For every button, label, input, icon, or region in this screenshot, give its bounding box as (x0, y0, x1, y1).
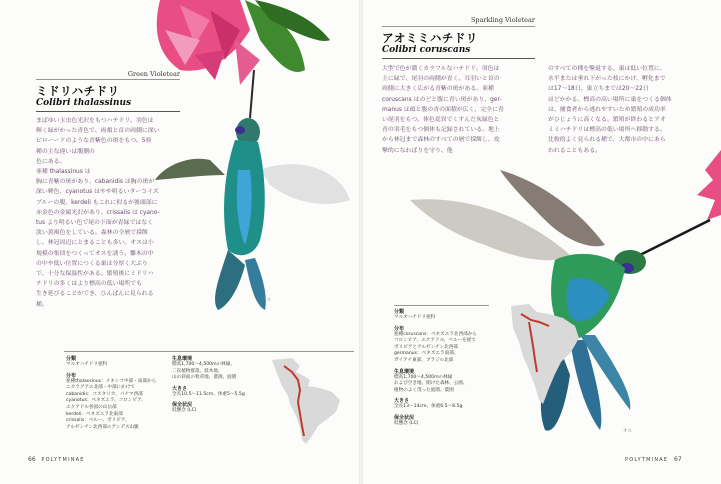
left-body-line: まばゆい玉虫色光沢をもつハチドリ。羽色は (36, 118, 154, 124)
left-body-line: 深い軽色、cyanotus はやや明るいターコイズ (36, 189, 159, 196)
info-value: アルゼンチン北西部のアンデス山脈 (66, 424, 139, 430)
left-body-line: の中や低い位置につくる巣は分厚く大ぶり (36, 260, 148, 267)
left-body-line: ピローードのような青紫色の斑をもつ。5亜 (36, 138, 152, 145)
left-folio (28, 456, 85, 463)
info-value: 全長10.5〜11.5cm、体重5〜5.5g (172, 391, 245, 397)
info-value: 全長13〜14cm、体重6.5〜8.5g (394, 404, 463, 410)
left-body-line: ブルーの腹、kerdeli もこれに似るが後頭部に (36, 199, 158, 206)
right-body-line: 比較的よく見られる種で、大都市の中にあら (548, 137, 666, 144)
range-map-left (270, 356, 350, 446)
right-body-col1 (382, 64, 535, 156)
right-body-line: ほどかかる。標高の高い場所に巣をつくる個体 (548, 96, 672, 103)
right-body-line: われることもある。 (548, 147, 602, 154)
right-body-line: 撃的になわばりを守り、他 (382, 147, 453, 154)
info-heading: 保全状況 (172, 402, 193, 409)
right-body-line: がひじょうに高くなる。繁殖が終わるとアオ (548, 117, 666, 124)
info-value: ニカラグアの北部・中部にかけて (66, 385, 135, 391)
info-value: 亜種thalassinus：メキシコ中部・南部から (66, 378, 157, 384)
book-gutter (359, 0, 363, 484)
left-japanese-name: ミドリハチドリ (36, 84, 120, 98)
right-info-col1 (394, 305, 504, 428)
right-japanese-name: アオミミハチドリ (382, 31, 478, 45)
right-body-line: い尾羽をもつ。体色変異でくすんだ灰緑色と (382, 117, 500, 124)
left-body-line: 種。 (36, 301, 48, 308)
left-body-line: チドリの多くはより標高の低い場所でも (36, 281, 143, 288)
info-value: エクアドル各国の山岳部 (66, 404, 117, 410)
left-body-line: し、林冠周辺にとまることも多い。オスは小 (36, 240, 154, 247)
info-value: kerdeli：ベネズエラ北東部 (66, 411, 123, 417)
right-page-number: 67 (674, 456, 682, 463)
info-value: cyanotus：ベネズエラ、コロンビア、 (66, 398, 146, 404)
right-body-col2 (548, 64, 698, 156)
info-heading: 分布 (394, 325, 405, 332)
right-top-rule (382, 26, 535, 27)
info-value: 低懸念 (LC) (172, 408, 197, 414)
left-body-line: 淡い黄褐色をしている。森林の全層で採餌 (36, 230, 148, 237)
info-heading: 分類 (66, 356, 77, 362)
left-info-col2 (172, 352, 267, 415)
right-photo-caption: オス (623, 429, 632, 434)
info-value: 標高1,700〜4,500mの林縁 (394, 374, 453, 380)
info-heading: 分布 (66, 372, 77, 379)
left-body-line: 亜種 thalassinus は (36, 169, 91, 176)
info-value: germanus：ベネズエラ南部、 (394, 351, 459, 357)
left-body-line: 色にある。 (36, 158, 66, 165)
info-value: ガイアナ東部、ブラジル北部 (394, 357, 454, 363)
right-body-line: 主に緑で、尾羽の両側が青く、耳羽いと首の (382, 76, 500, 83)
left-body-line: tus より明るい色で尾の下面が青緑ではなく (36, 220, 154, 227)
left-body-line: 規模の集団をつくってオスを誘う。雛木の中 (36, 250, 154, 257)
right-body-line: 青の羽毛をもつ個体も記録されている。地上 (382, 127, 500, 134)
left-latin-name: Colibri thalassinus (36, 98, 132, 108)
info-value: 山の斜面の牧草地、農園、庭園 (172, 375, 237, 381)
right-body-line: manus は頭と腹の青の面積が広く、完全に青 (382, 106, 504, 113)
left-english-name: Green Violetear (127, 70, 180, 78)
right-latin-name: Colibri coruscans (382, 45, 471, 55)
info-heading: 生息環境 (394, 368, 415, 375)
left-photo-caption: メス (262, 298, 271, 303)
info-value: 低懸念 (LC) (394, 420, 419, 426)
info-heading: 保全状況 (394, 414, 415, 421)
info-heading: 分類 (394, 309, 405, 315)
left-body-line: 赤金色の金属光沢があり、crissalis は cyano- (36, 209, 160, 216)
left-body-line: 生き延びることができ、ひんぱんに見られる (36, 291, 154, 298)
right-running-head: POLYTMINAE (625, 457, 669, 463)
info-heading: 生息環境 (172, 356, 193, 362)
info-value: および空き地、開けた森林、公園、 (394, 381, 468, 387)
left-body-line: 輝く緑がかった青色で、両頬と首の両側に深い (36, 128, 160, 135)
left-body-line: で、十分な保温性がある。繁殖後にミドリハ (36, 271, 154, 278)
left-info-col1 (66, 352, 166, 431)
info-heading: 大きさ (394, 398, 410, 405)
info-value: cabanidis：コスタリカ、パナマ西部 (66, 391, 143, 397)
info-heading: 大きさ (172, 385, 188, 392)
left-body-line: 種の主な違いは腹側の (36, 148, 95, 155)
info-value: ボリビアとアルゼンチン北西部 (394, 344, 458, 350)
range-map-right (505, 300, 585, 410)
right-body-line: は17〜18日、巣立ちまでは20〜22日 (548, 86, 649, 93)
right-body-line: から林冠まで森林のすべての層で採餌し、攻 (382, 137, 500, 144)
left-page-number: 66 (28, 456, 36, 463)
right-folio (625, 456, 682, 463)
right-body-line: 水平または垂れ下がった枝にかけ、孵化まで (548, 76, 666, 83)
right-body-line: のすべての種を撃退する。巣は低い位置に、 (548, 66, 666, 72)
info-value: マルオハチドリ亜科 (66, 362, 108, 367)
right-body-line: 大型で色が濃くカラフルなハチドリ。羽色は (382, 66, 500, 72)
left-body-line: 胸に青紫の斑があり、cabanidis は胸の斑が (36, 179, 155, 186)
right-title-rule (382, 58, 535, 59)
right-english-name: Sparkling Violetear (470, 16, 535, 24)
hummingbird-photo-left (150, 60, 350, 320)
right-body-line: 両側に大きく広がる青紫の斑がある。亜種 (382, 86, 494, 93)
info-value: crissalis：ペルー、ボリビア、 (66, 418, 130, 424)
info-value: マルオハチドリ亜科 (394, 315, 436, 320)
info-value: コロンビア、エクアドル、ペルーを経て (394, 338, 476, 344)
right-body-line: coruscans はのどと腹に青い斑があり、ger- (382, 96, 502, 103)
right-body-line: ミミハチドリは標高の低い場所へ移動する。 (548, 127, 666, 134)
left-running-head: POLYTMINAE (41, 457, 85, 463)
info-value: 植物のよく茂った庭園、農園 (394, 387, 454, 393)
right-body-line: は、捕食者から逃れやすいため繁殖の成功率 (548, 106, 666, 113)
info-value: 二次植物群落、低木地、 (172, 368, 223, 374)
info-value: 亜種coruscans：ベネズエラ北西部から (394, 331, 477, 337)
info-value: 標高1,700〜4,500mの林縁、 (172, 362, 235, 367)
